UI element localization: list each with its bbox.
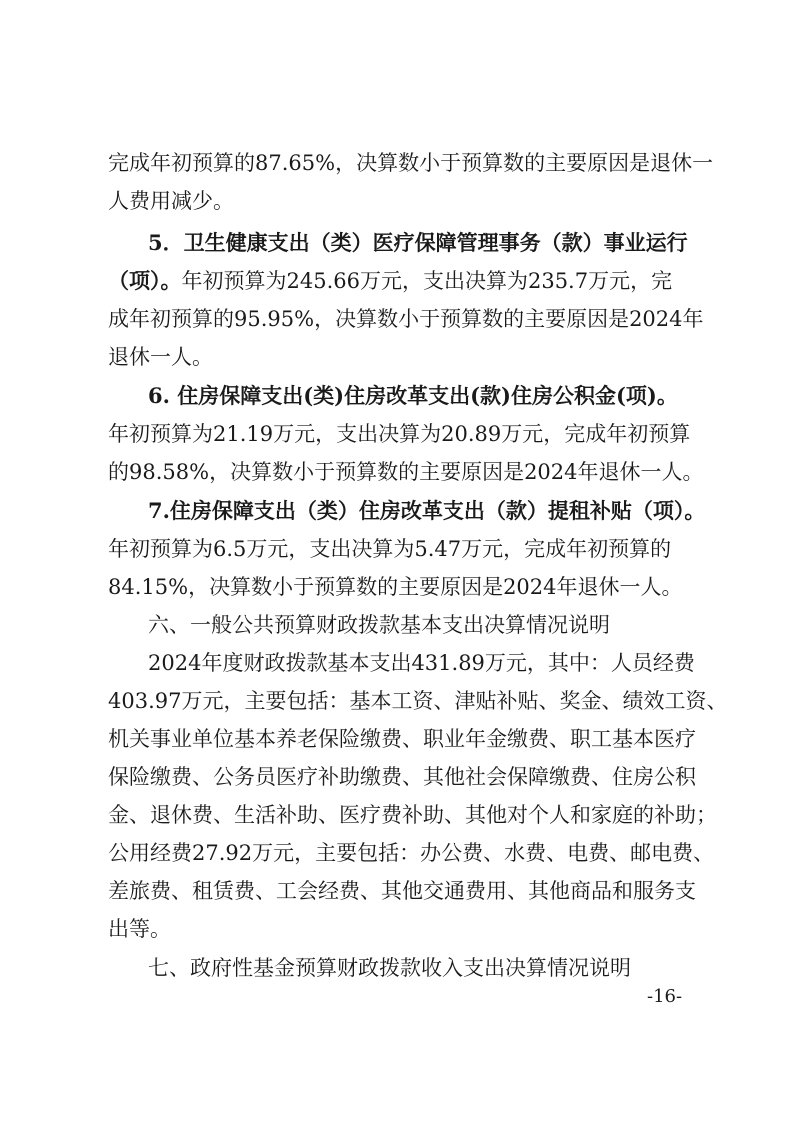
paragraph-line: 保险缴费、公务员医疗补助缴费、其他社会保障缴费、住房公积	[108, 765, 696, 789]
page-number: -16-	[647, 986, 683, 1007]
paragraph-line: 机关事业单位基本养老保险缴费、职业年金缴费、职工基本医疗	[108, 727, 696, 751]
section-heading-5: 5．卫生健康支出（类）医疗保障管理事务（款）事业运行	[148, 230, 688, 255]
paragraph-text: 年初预算为245.66万元，支出决算为235.7万元，完	[181, 269, 673, 293]
paragraph-line: 完成年初预算的87.65%，决算数小于预算数的主要原因是退休一	[108, 151, 714, 175]
paragraph-line: 差旅费、租赁费、工会经费、其他交通费用、其他商品和服务支	[108, 879, 696, 903]
paragraph-line: 金、退休费、生活补助、医疗费补助、其他对个人和家庭的补助；	[108, 803, 717, 827]
section-heading-six: 六、一般公共预算财政拨款基本支出决算情况说明	[148, 613, 610, 637]
paragraph-line: 84.15%，决算数小于预算数的主要原因是2024年退休一人。	[108, 575, 683, 599]
section-heading-5-suffix: （项）。	[108, 268, 182, 293]
paragraph-line: 出等。	[108, 917, 171, 941]
section-heading-7: 7.住房保障支出（类）住房改革支出（款）提租补贴（项）。	[148, 498, 706, 523]
section-heading-6: 6. 住房保障支出(类)住房改革支出(款)住房公积金(项)。	[148, 383, 678, 408]
paragraph-line: 人费用减少。	[108, 189, 234, 213]
paragraph-line: 公用经费27.92万元，主要包括：办公费、水费、电费、邮电费、	[108, 841, 715, 865]
paragraph-line: 年初预算为21.19万元，支出决算为20.89万元，完成年初预算	[108, 422, 691, 446]
paragraph-line: 2024年度财政拨款基本支出431.89万元，其中：人员经费	[148, 651, 695, 675]
section-heading-seven: 七、政府性基金预算财政拨款收入支出决算情况说明	[148, 956, 631, 980]
paragraph-line: 的98.58%，决算数小于预算数的主要原因是2024年退休一人。	[108, 460, 704, 484]
paragraph-line: 403.97万元，主要包括：基本工资、津贴补贴、奖金、绩效工资、	[108, 689, 728, 713]
paragraph-line: 年初预算为6.5万元，支出决算为5.47万元，完成年初预算的	[108, 537, 672, 561]
paragraph-line: 退休一人。	[108, 345, 213, 369]
paragraph-line	[108, 266, 672, 296]
paragraph-line: 成年初预算的95.95%，决算数小于预算数的主要原因是2024年	[108, 307, 704, 331]
